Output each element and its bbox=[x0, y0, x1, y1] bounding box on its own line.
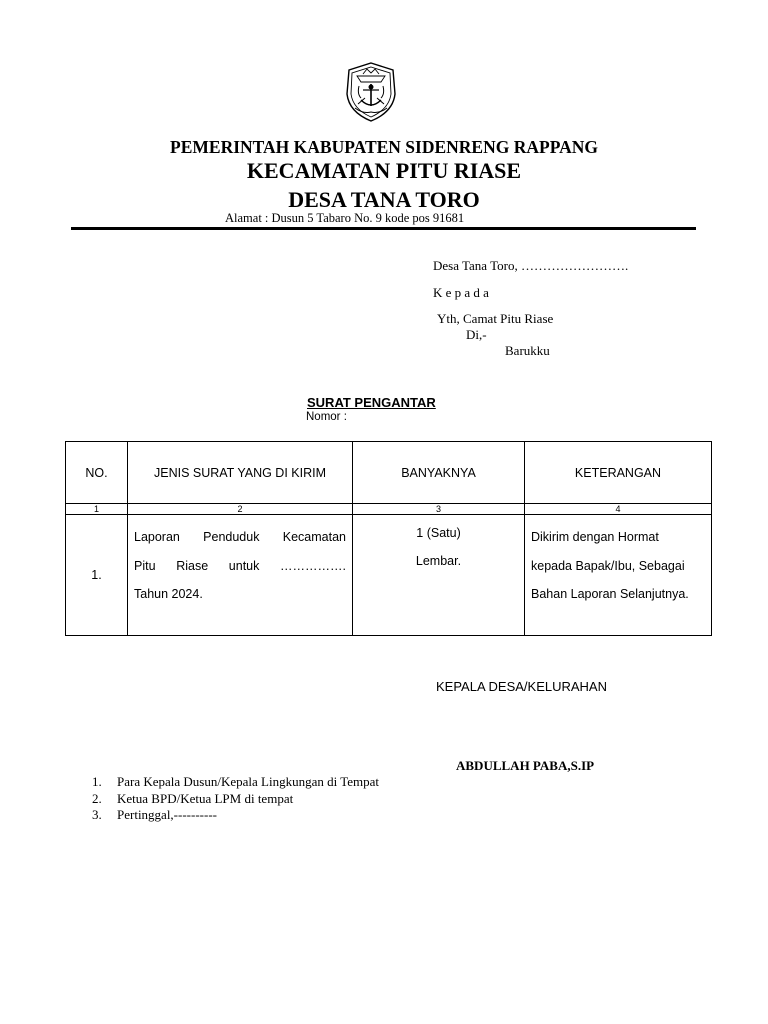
letterhead-district: KECAMATAN PITU RIASE bbox=[246, 158, 522, 183]
column-number-row bbox=[66, 504, 712, 515]
kepada-label: K e p a d a bbox=[433, 285, 489, 300]
list-item bbox=[92, 791, 379, 808]
banyaknya-line: Lembar. bbox=[415, 554, 462, 568]
col-number: 1 bbox=[66, 504, 128, 515]
cc-number: 1. bbox=[92, 774, 102, 789]
jenis-line: Pitu Riase untuk ……………. bbox=[134, 558, 346, 573]
header-jenis: JENIS SURAT YANG DI KIRIM bbox=[128, 442, 353, 504]
recipient-di: Di,- bbox=[466, 327, 487, 342]
col-number: 2 bbox=[128, 504, 353, 515]
row-jenis bbox=[128, 515, 353, 636]
col-number: 3 bbox=[353, 504, 525, 515]
cc-text: Para Kepala Dusun/Kepala Lingkungan di Tempat bbox=[117, 774, 380, 789]
jenis-line: Laporan Penduduk Kecamatan bbox=[134, 530, 346, 544]
letter-number: Nomor : bbox=[306, 411, 347, 423]
keterangan-line: Bahan Laporan Selanjutnya. bbox=[531, 587, 689, 601]
row-banyaknya bbox=[353, 515, 525, 636]
cc-number: 2. bbox=[92, 790, 102, 806]
header-keterangan: KETERANGAN bbox=[525, 442, 712, 504]
letterhead-village: DESA TANA TORO bbox=[288, 187, 480, 212]
header-no: NO. bbox=[66, 442, 128, 504]
list-item bbox=[92, 807, 379, 824]
cc-list bbox=[92, 774, 379, 824]
keterangan-line: kepada Bapak/Ibu, Sebagai bbox=[531, 558, 685, 573]
list-item bbox=[92, 774, 379, 791]
letterhead-government: PEMERINTAH KABUPATEN SIDENRENG RAPPANG bbox=[170, 137, 598, 157]
regency-emblem-icon bbox=[343, 60, 399, 124]
letterhead-address: Alamat : Dusun 5 Tabaro No. 9 kode pos 91681 bbox=[225, 211, 465, 225]
signature-position: KEPALA DESA/KELURAHAN bbox=[436, 679, 607, 694]
table-row bbox=[66, 515, 712, 636]
table-header-row bbox=[66, 442, 712, 504]
jenis-line: Tahun 2024. bbox=[134, 587, 203, 601]
keterangan-line: Dikirim dengan Hormat bbox=[531, 530, 659, 544]
cc-text: Ketua BPD/Ketua LPM di tempat bbox=[117, 790, 294, 806]
letterhead-divider bbox=[71, 227, 696, 230]
cc-number: 3. bbox=[92, 807, 102, 822]
row-keterangan bbox=[525, 515, 712, 636]
recipient-location: Barukku bbox=[505, 343, 550, 358]
signature-name: ABDULLAH PABA,S.IP bbox=[456, 758, 595, 773]
cc-text: Pertinggal,---------- bbox=[117, 807, 217, 822]
items-table bbox=[65, 441, 712, 636]
banyaknya-line: 1 (Satu) bbox=[416, 526, 461, 540]
letter-title: SURAT PENGANTAR bbox=[307, 395, 436, 410]
recipient-title: Yth, Camat Pitu Riase bbox=[437, 311, 554, 326]
col-number: 4 bbox=[525, 504, 712, 515]
header-banyaknya: BANYAKNYA bbox=[353, 442, 525, 504]
place-date: Desa Tana Toro, ……………………. bbox=[433, 258, 629, 273]
row-no: 1. bbox=[66, 515, 128, 636]
